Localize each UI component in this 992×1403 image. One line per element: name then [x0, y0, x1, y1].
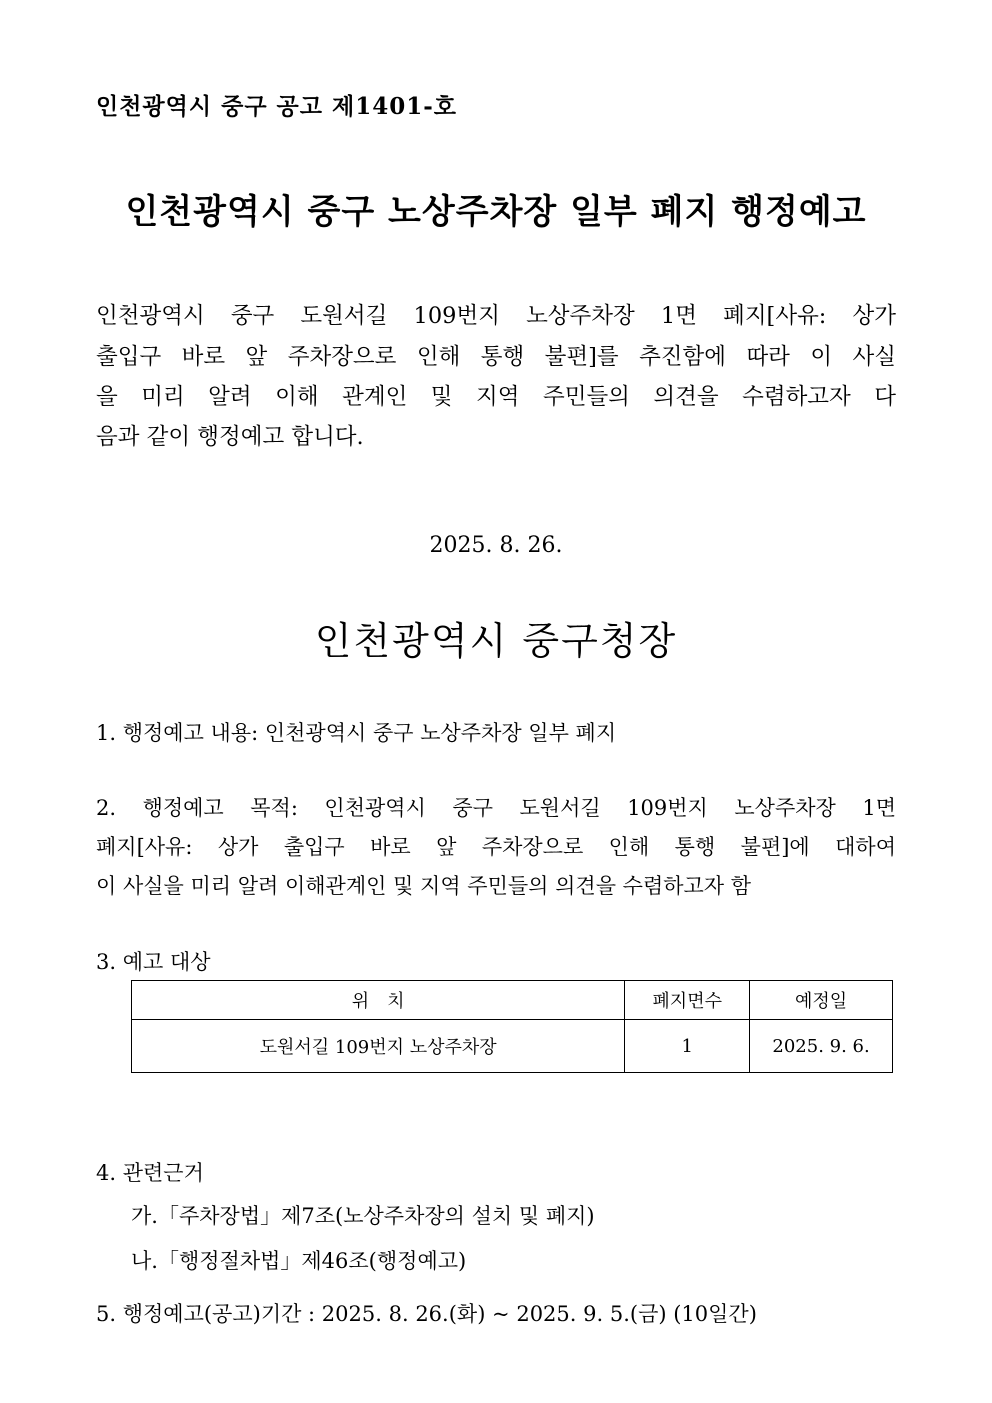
issuer-name: 인천광역시 중구청장: [314, 619, 678, 663]
header-date: 예정일: [750, 981, 893, 1020]
item-3-heading: 3. 예고 대상: [96, 950, 211, 974]
item-2-line-2: 폐지[사유: 상가 출입구 바로 앞 주차장으로 인해 통행 불편]에 대하여: [96, 835, 896, 859]
cell-date: 2025. 9. 6.: [750, 1020, 893, 1073]
notice-date: 2025. 8. 26.: [429, 533, 563, 558]
target-table: [131, 980, 893, 1073]
document-title: 인천광역시 중구 노상주차장 일부 폐지 행정예고: [125, 192, 867, 232]
header-count: 폐지면수: [625, 981, 750, 1020]
item-4-sub-na: 나.「행정절차법」제46조(행정예고): [131, 1249, 467, 1273]
intro-line-3: 을 미리 알려 이해 관계인 및 지역 주민들의 의견을 수렴하고자 다: [96, 384, 896, 410]
notice-number: 인천광역시 중구 공고 제1401-호: [96, 93, 457, 120]
intro-line-1: 인천광역시 중구 도원서길 109번지 노상주차장 1면 폐지[사유: 상가: [96, 303, 896, 329]
item-1-content: 1. 행정예고 내용: 인천광역시 중구 노상주차장 일부 폐지: [96, 721, 617, 745]
intro-line-2: 출입구 바로 앞 주차장으로 인해 통행 불편]를 추진함에 따라 이 사실: [96, 344, 896, 370]
cell-count: 1: [625, 1020, 750, 1073]
item-2-line-1: 2. 행정예고 목적: 인천광역시 중구 도원서길 109번지 노상주차장 1면: [96, 796, 896, 820]
header-location: 위 치: [132, 981, 625, 1020]
cell-location: 도원서길 109번지 노상주차장: [132, 1020, 625, 1073]
item-2-line-3: 이 사실을 미리 알려 이해관계인 및 지역 주민들의 의견을 수렴하고자 함: [96, 874, 752, 898]
item-4-heading: 4. 관련근거: [96, 1161, 204, 1185]
table-row: [132, 1020, 893, 1073]
item-5-period: 5. 행정예고(공고)기간 : 2025. 8. 26.(화) ~ 2025. 9. 5.(금) (10일간): [96, 1302, 757, 1326]
item-4-sub-ga: 가.「주차장법」제7조(노상주차장의 설치 및 폐지): [131, 1204, 595, 1228]
table-header-row: [132, 981, 893, 1020]
intro-line-4: 음과 같이 행정예고 합니다.: [96, 424, 364, 450]
